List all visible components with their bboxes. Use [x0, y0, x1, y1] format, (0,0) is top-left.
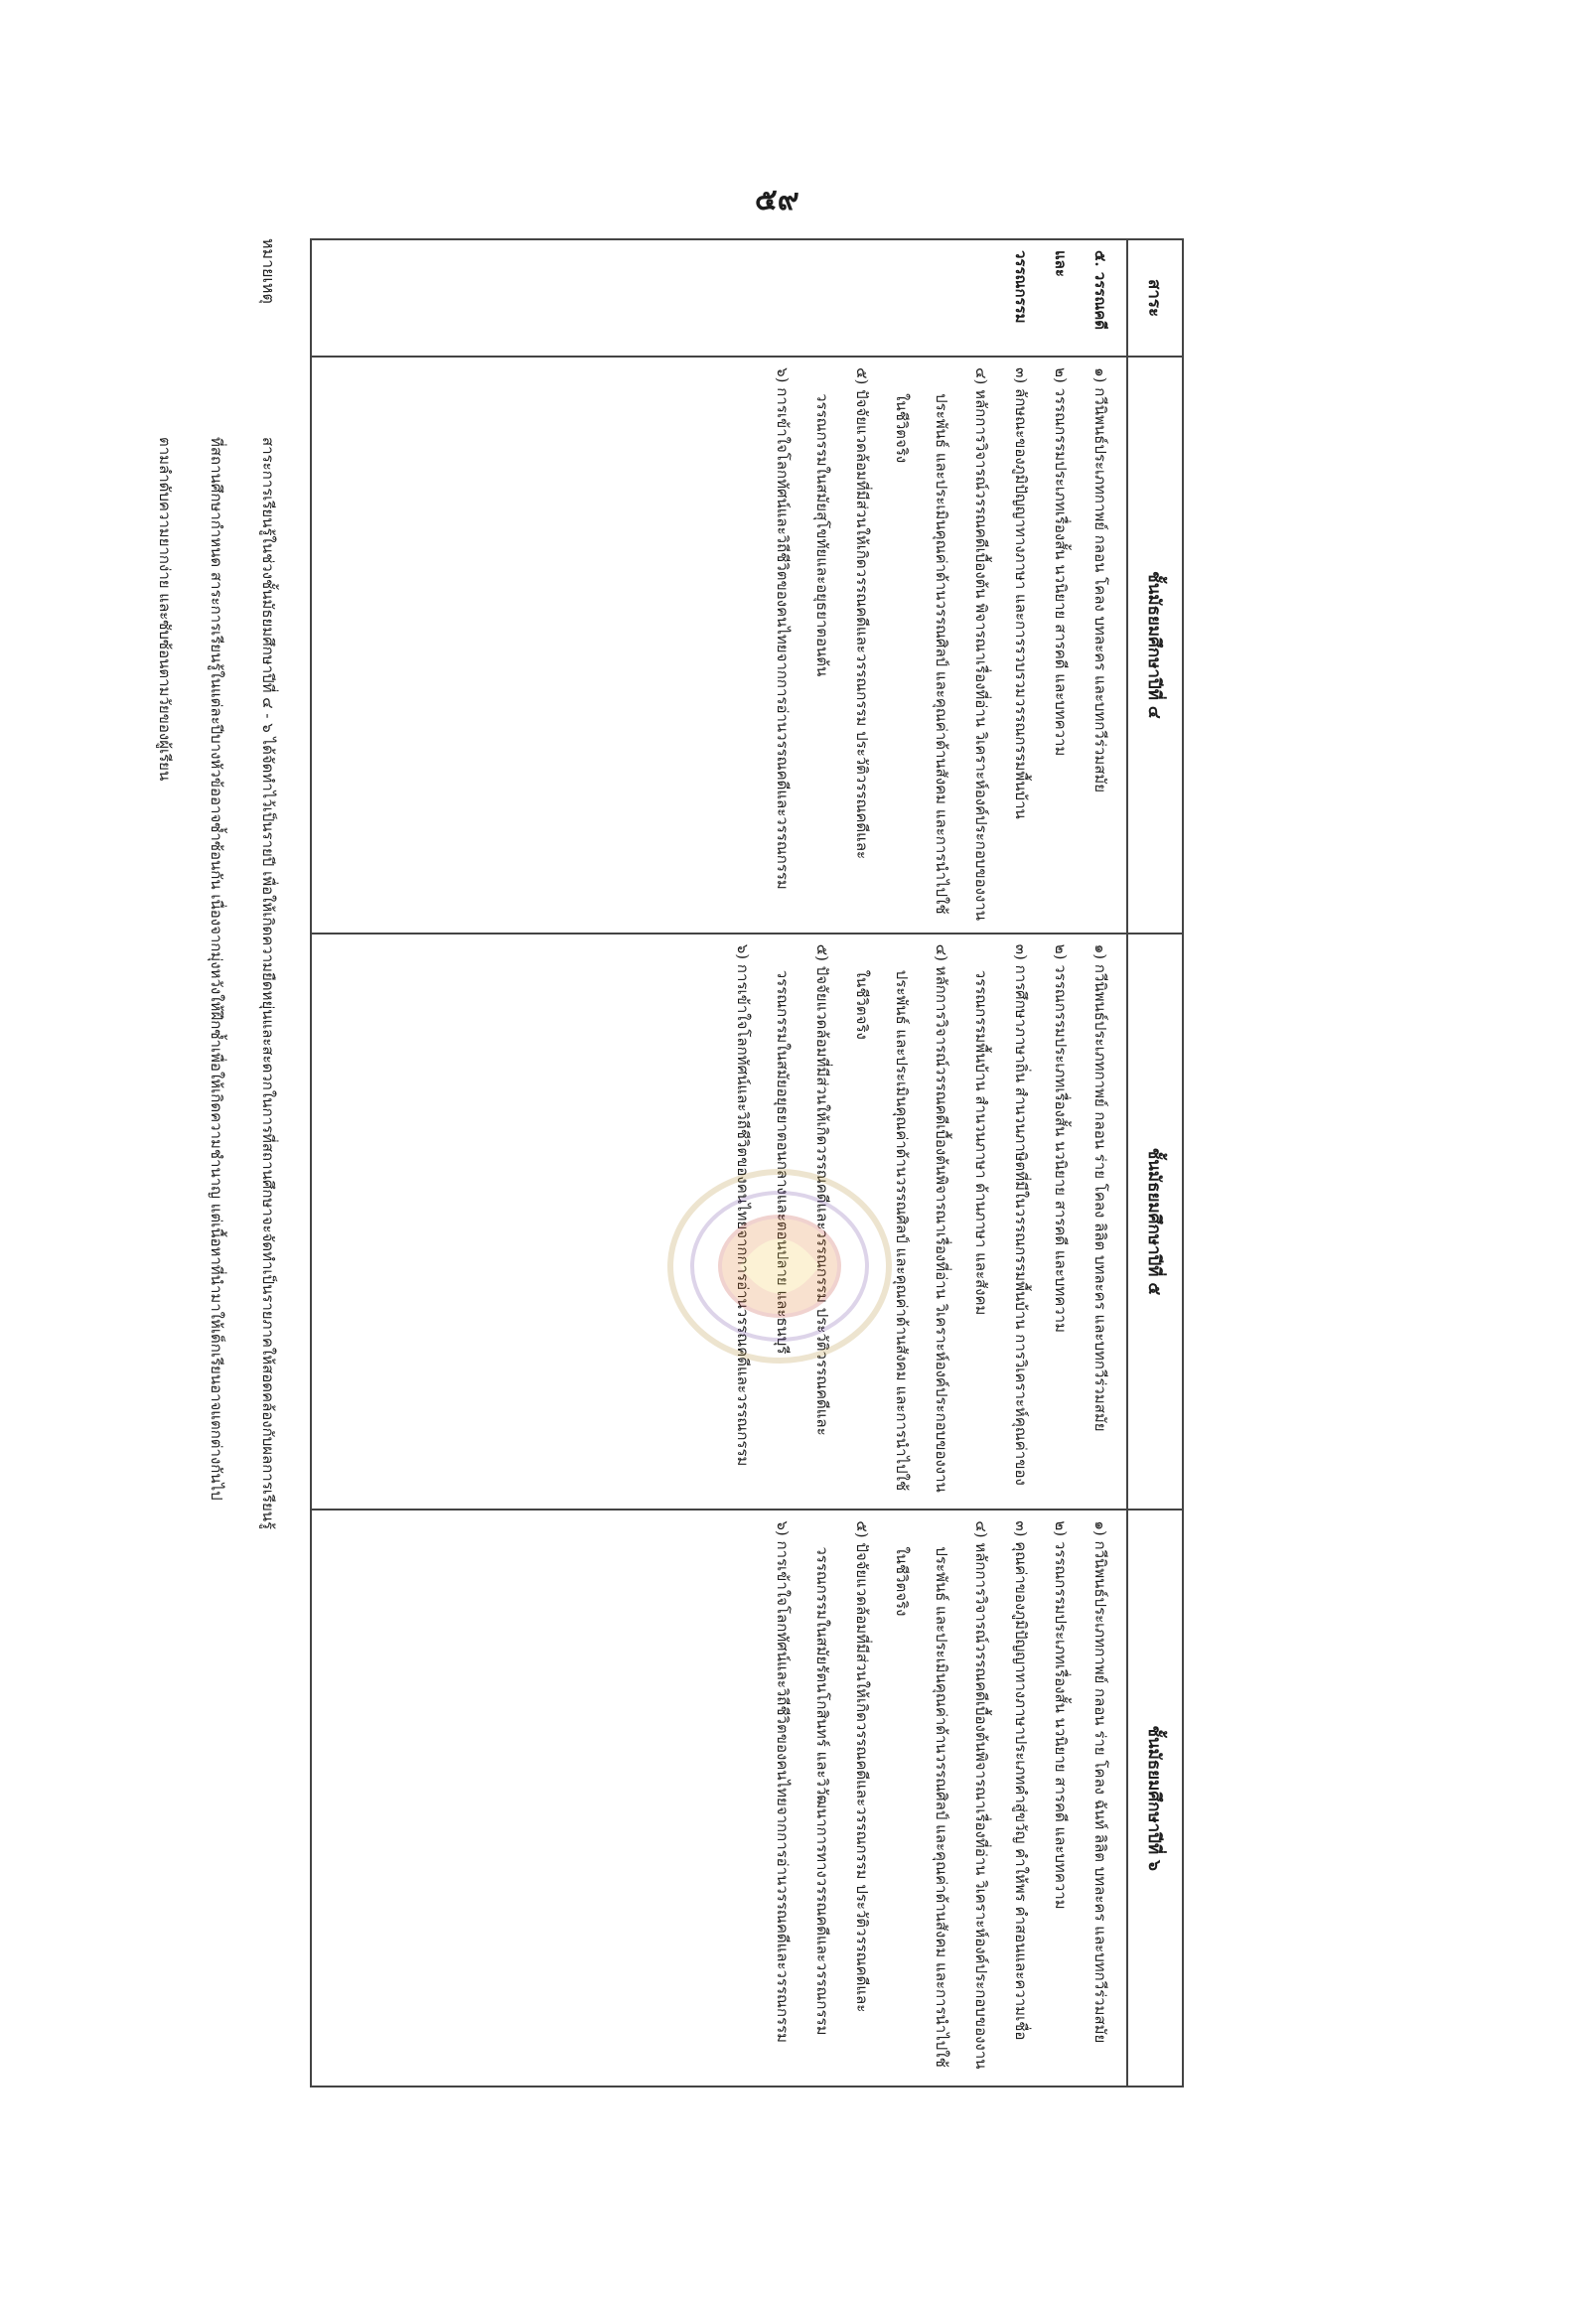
notes-section: [85, 238, 284, 2087]
grade5-item-2: ๒) วรรณกรรมประเภทเรื่องสั้น นวนิยาย สารคดี และบทความ: [1052, 943, 1070, 1333]
page-number: ๕๙: [755, 183, 799, 217]
grade6-item-6: ๖) การเข้าใจโลกทัศน์และวิถีชีวิตของคนไทยจากการอ่านวรรณคดีและวรรณกรรม: [774, 1520, 792, 2044]
grade4-item-1: ๑) กวีนิพนธ์ประเภทกาพย์ กลอน โคลง บทละคร และบทกวีร่วมสมัย: [1091, 367, 1109, 793]
grade4-cell: [311, 357, 1127, 934]
header-grade4: ชั้นมัธยมศึกษาปีที่ ๔: [1127, 357, 1183, 934]
note-line-1: สาระการเรียนรู้ในช่วงชั้นมัธยมศึกษาปีที่ ๔ - ๖ ได้จัดทำไว้เป็นรายปี เพื่อให้เกิดความยืดหยุ่นและสะดวกในการที่สถานศึกษาจะจัดทำเป็นรายภาคให้สอดคล้องกับผลการเรียนรู้: [259, 437, 277, 1530]
grade6-item-3: ๓) คุณค่าของภูมิปัญญาทางภาษาประเภทคำสู่ขวัญ คำให้พร คำสอนและความเชื่อ: [1012, 1520, 1030, 2041]
grade5-item-3: ๓) การศึกษาภาษาถิ่น สำนวนภาษิตที่มีในวรรณกรรมพื้นบ้าน การวิเคราะห์คุณค่าของวรรณกรรมพื้นบ้าน สำนวนภาษา ด้านภาษา และสังคม: [972, 943, 1030, 1486]
note-line-3: ตามลำดับความยากง่าย และซับซ้อนตามวัยของผู้เรียน: [156, 437, 174, 782]
header-strand: สาระ: [1127, 239, 1183, 357]
grade4-item-6: ๖) การเข้าใจโลกทัศน์และวิถีชีวิตของคนไทยจากการอ่านวรรณคดีและวรรณกรรม: [774, 367, 792, 890]
header-grade5: ชั้นมัธยมศึกษาปีที่ ๕: [1127, 934, 1183, 1511]
table-header-row: [1127, 239, 1183, 2087]
grade6-item-1: ๑) กวีนิพนธ์ประเภทกาพย์ กลอน ร่าย โคลง ฉันท์ ลิลิต บทละคร และบทกวีร่วมสมัย: [1091, 1520, 1109, 2044]
notes-label: หมายเหตุ: [259, 238, 278, 304]
grade4-item-4: ๔) หลักการวิจารณ์วรรณคดีเบื้องต้น พิจารณาเรื่องที่อ่าน วิเคราะห์องค์ประกอบของงานประพันธ์ และประเมินคุณค่าด้านวรรณศิลป์ และคุณค่าด้านสังคม และการนำไปใช้ในชีวิตจริง: [893, 367, 990, 921]
grade5-item-1: ๑) กวีนิพนธ์ประเภทกาพย์ กลอน ร่าย โคลง ลิลิต บทละคร และบทกวีร่วมสมัย: [1091, 943, 1109, 1432]
header-grade6: ชั้นมัธยมศึกษาปีที่ ๖: [1127, 1510, 1183, 2087]
grade4-item-2: ๒) วรรณกรรมประเภทเรื่องสั้น นวนิยาย สารคดี และบทความ: [1052, 367, 1070, 757]
grade6-item-2: ๒) วรรณกรรมประเภทเรื่องสั้น นวนิยาย สารคดี และบทความ: [1052, 1520, 1070, 1910]
grade6-cell: [311, 1510, 1127, 2087]
grade5-item-4: ๔) หลักการวิจารณ์วรรณคดีเบื้องต้นพิจารณาเรื่องที่อ่าน วิเคราะห์องค์ประกอบของงานประพันธ์ และประเมินคุณค่าด้านวรรณศิลป์ และคุณค่าด้านสังคม และการนำไปใช้ในชีวิตจริง: [853, 943, 950, 1493]
grade6-item-4: ๔) หลักการวิจารณ์วรรณคดีเบื้องต้นพิจารณาเรื่องที่อ่าน วิเคราะห์องค์ประกอบของงานประพันธ์ และประเมินคุณค่าด้านวรรณศิลป์ และคุณค่าด้านสังคม และการนำไปใช้ในชีวิตจริง: [893, 1520, 990, 2070]
grade6-item-5: ๕) ปัจจัยแวดล้อมที่มีส่วนให้เกิดวรรณคดีและวรรณกรรม ประวัติวรรณคดีและวรรณกรรมในสมัยรัตนโกสินทร์ และวิวัฒนาการทางวรรณคดีและวรรณกรรม: [813, 1520, 871, 2036]
seal-watermark-icon: [660, 1162, 899, 1370]
grade5-item-6: ๖) การเข้าใจโลกทัศน์และวิถีชีวิตของคนไทยจากการอ่านวรรณคดีและวรรณกรรม: [734, 943, 752, 1467]
note-line-2: ที่สถานศึกษากำหนด สาระการเรียนรู้ในแต่ละปีบางหัวข้ออาจซ้ำซ้อนกัน เนื่องจากมุ่งหวังให้ฝึกซ้ำเพื่อให้เกิดความชำนาญ แต่เนื้อหาที่นำมาให้เด็กเรียนอาจแตกต่างกันไป: [208, 437, 225, 1501]
strand-cell: ๕. วรรณคดีและวรรณกรรม: [311, 239, 1127, 357]
grade4-item-5: ๕) ปัจจัยแวดล้อมที่มีส่วนให้เกิดวรรณคดีและวรรณกรรม ประวัติวรรณคดีและวรรณกรรมในสมัยสุโขทัยและอยุธยาตอนต้น: [813, 367, 871, 860]
grade4-item-3: ๓) ลักษณะของภูมิปัญญาทางภาษา และการรวบรวมวรรณกรรมพื้นบ้าน: [1012, 367, 1030, 819]
grade5-item-5: ๕) ปัจจัยแวดล้อมที่มีส่วนให้เกิดวรรณคดีและวรรณกรรม ประวัติวรรณคดีและวรรณกรรมในสมัยอยุธยาตอนกลางและตอนปลาย และธนบุรี: [774, 943, 831, 1436]
